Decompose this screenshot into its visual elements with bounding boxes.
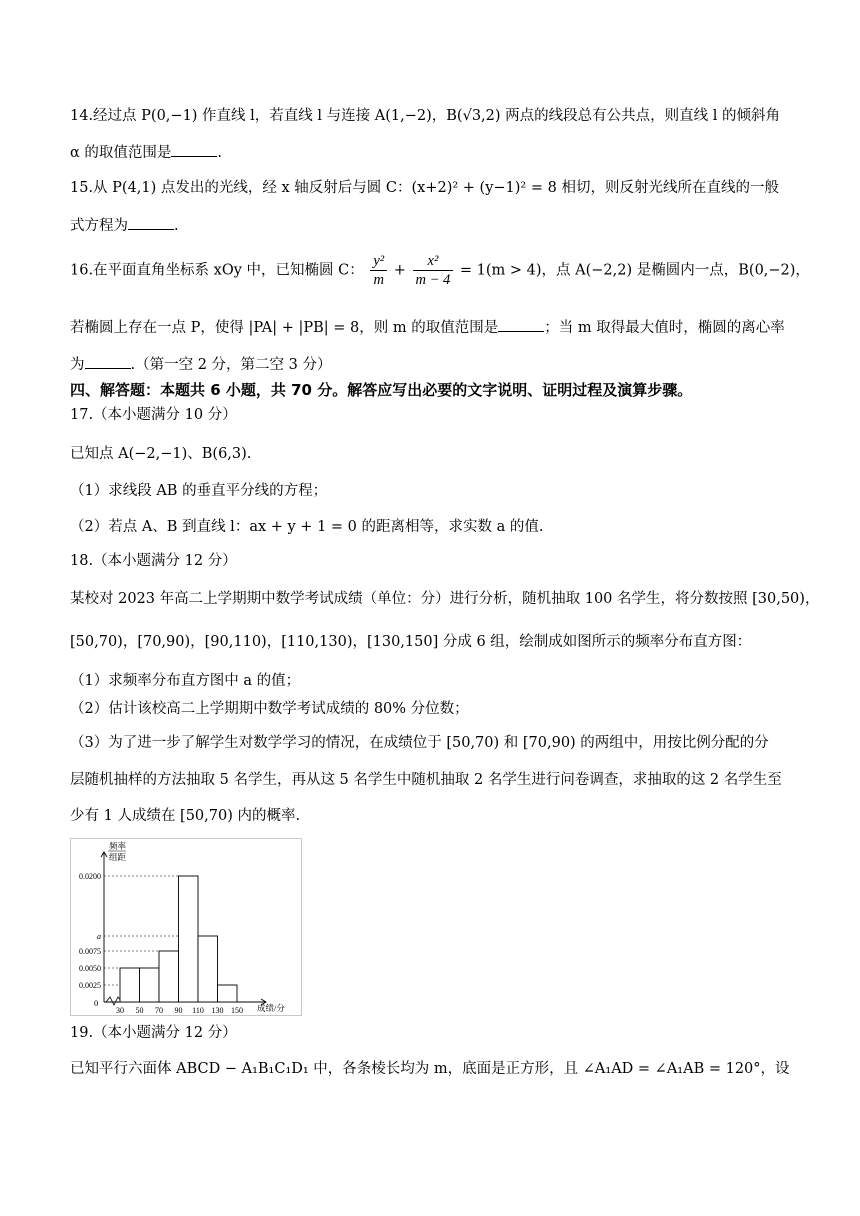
q16-line1-post: = 1(m > 4)，点 A(−2,2) 是椭圆内一点，B(0,−2)， (459, 262, 810, 279)
q18-intro-line2: [50,70)，[70,90)，[90,110)，[110,130)，[130,150] 分成 6 组，绘制成如图所示的频率分布直方图： (70, 634, 752, 650)
q16-line2 (70, 317, 785, 338)
q16-frac1-den: m (373, 272, 384, 288)
q15-line2 (70, 215, 179, 236)
y-axis-label-bottom: 组距 (109, 852, 127, 862)
y-tick-label: 0.0025 (79, 981, 101, 990)
q16-line3 (70, 354, 332, 375)
q19-line1: 已知平行六面体 ABCD − A₁B₁C₁D₁ 中，各条棱长均为 m，底面是正方形，且 ∠A₁AD = ∠A₁AB = 120°，设 (70, 1061, 790, 1077)
q16-frac1-num: y² (370, 252, 387, 271)
y-tick-label: a (97, 932, 101, 941)
q18-header: 18.（本小题满分 12 分） (70, 553, 237, 569)
q14-line2-pre: α 的取值范围是 (70, 145, 172, 161)
q16-line2-post: ；当 m 取得最大值时，椭圆的离心率 (544, 320, 785, 336)
x-tick-label: 90 (174, 1006, 183, 1015)
q16-answer-blank-1 (498, 317, 544, 332)
y-axis-label-top: 频率 (109, 841, 127, 851)
q16-line1 (70, 252, 810, 289)
q19-header: 19.（本小题满分 12 分） (70, 1025, 237, 1041)
frequency-histogram (70, 838, 302, 1016)
q16-plus: + (393, 262, 406, 279)
q16-fraction-1 (370, 252, 387, 289)
q14-line2-post: . (217, 145, 223, 161)
x-tick-label: 50 (135, 1006, 144, 1015)
q14-line2 (70, 142, 222, 163)
q18-part1: （1）求频率分布直方图中 a 的值； (70, 673, 301, 689)
y-tick-label: 0.0050 (79, 964, 101, 973)
x-tick-label: 130 (211, 1006, 224, 1015)
q15-answer-blank (128, 215, 174, 230)
q16-line3-post: .（第一空 2 分，第二空 3 分） (130, 357, 332, 373)
q15-line2-pre: 式方程为 (70, 218, 128, 234)
x-tick-label: 30 (116, 1006, 124, 1015)
x-axis-label: 成绩/分 (257, 1003, 285, 1013)
q16-line1-pre: 16.在平面直角坐标系 xOy 中，已知椭圆 C： (70, 262, 364, 279)
q18-part3-line1: （3）为了进一步了解学生对数学学习的情况，在成绩位于 [50,70) 和 [70,90) 的两组中，用按比例分配的分 (70, 735, 769, 751)
histogram-bar (140, 968, 160, 1002)
q14-answer-blank (171, 142, 217, 157)
q16-line3-pre: 为 (70, 357, 85, 373)
histogram-bar (198, 936, 218, 1002)
q16-fraction-2 (413, 252, 454, 289)
q16-line2-pre: 若椭圆上存在一点 P，使得 |PA| + |PB| = 8，则 m 的取值范围是 (70, 320, 499, 336)
histogram-bar (120, 968, 140, 1002)
q17-part1: （1）求线段 AB 的垂直平分线的方程； (70, 483, 328, 499)
q17-part2: （2）若点 A、B 到直线 l：ax + y + 1 = 0 的距离相等，求实数 a 的值. (70, 519, 544, 535)
q16-frac2-num: x² (413, 252, 454, 271)
q18-part2: （2）估计该校高二上学期期中数学考试成绩的 80% 分位数； (70, 701, 469, 717)
q17-given: 已知点 A(−2,−1)、B(6,3). (70, 446, 252, 462)
histogram-bar (218, 985, 238, 1002)
q16-frac2-den: m − 4 (415, 272, 451, 288)
q16-answer-blank-2 (85, 354, 131, 369)
q14-line1: 14.经过点 P(0,−1) 作直线 l，若直线 l 与连接 A(1,−2)，B(√3,2) 两点的线段总有公共点，则直线 l 的倾斜角 (70, 108, 780, 124)
x-tick-label: 150 (231, 1006, 243, 1015)
q17-header: 17.（本小题满分 10 分） (70, 407, 237, 423)
y-tick-label: 0.0075 (79, 947, 101, 956)
q18-part3-line2: 层随机抽样的方法抽取 5 名学生，再从这 5 名学生中随机抽取 2 名学生进行问卷调查，求抽取的这 2 名学生至 (70, 772, 782, 788)
q15-line1: 15.从 P(4,1) 点发出的光线，经 x 轴反射后与圆 C：(x+2)² + (y−1)² = 8 相切，则反射光线所在直线的一般 (70, 180, 779, 196)
section-4-heading: 四、解答题：本题共 6 小题，共 70 分。解答应写出必要的文字说明、证明过程及演算步骤。 (70, 381, 693, 399)
histogram-bar (179, 876, 199, 1002)
histogram-bar (159, 951, 179, 1002)
q18-intro-line1: 某校对 2023 年高二上学期期中数学考试成绩（单位：分）进行分析，随机抽取 100 名学生，将分数按照 [30,50)， (70, 591, 820, 607)
x-tick-label: 70 (155, 1006, 163, 1015)
y-tick-label: 0.0200 (79, 872, 101, 881)
q15-line2-post: . (174, 218, 179, 234)
q18-part3-line3: 少有 1 人成绩在 [50,70) 内的概率. (70, 808, 301, 824)
origin-label: 0 (94, 998, 99, 1008)
x-tick-label: 110 (192, 1006, 204, 1015)
